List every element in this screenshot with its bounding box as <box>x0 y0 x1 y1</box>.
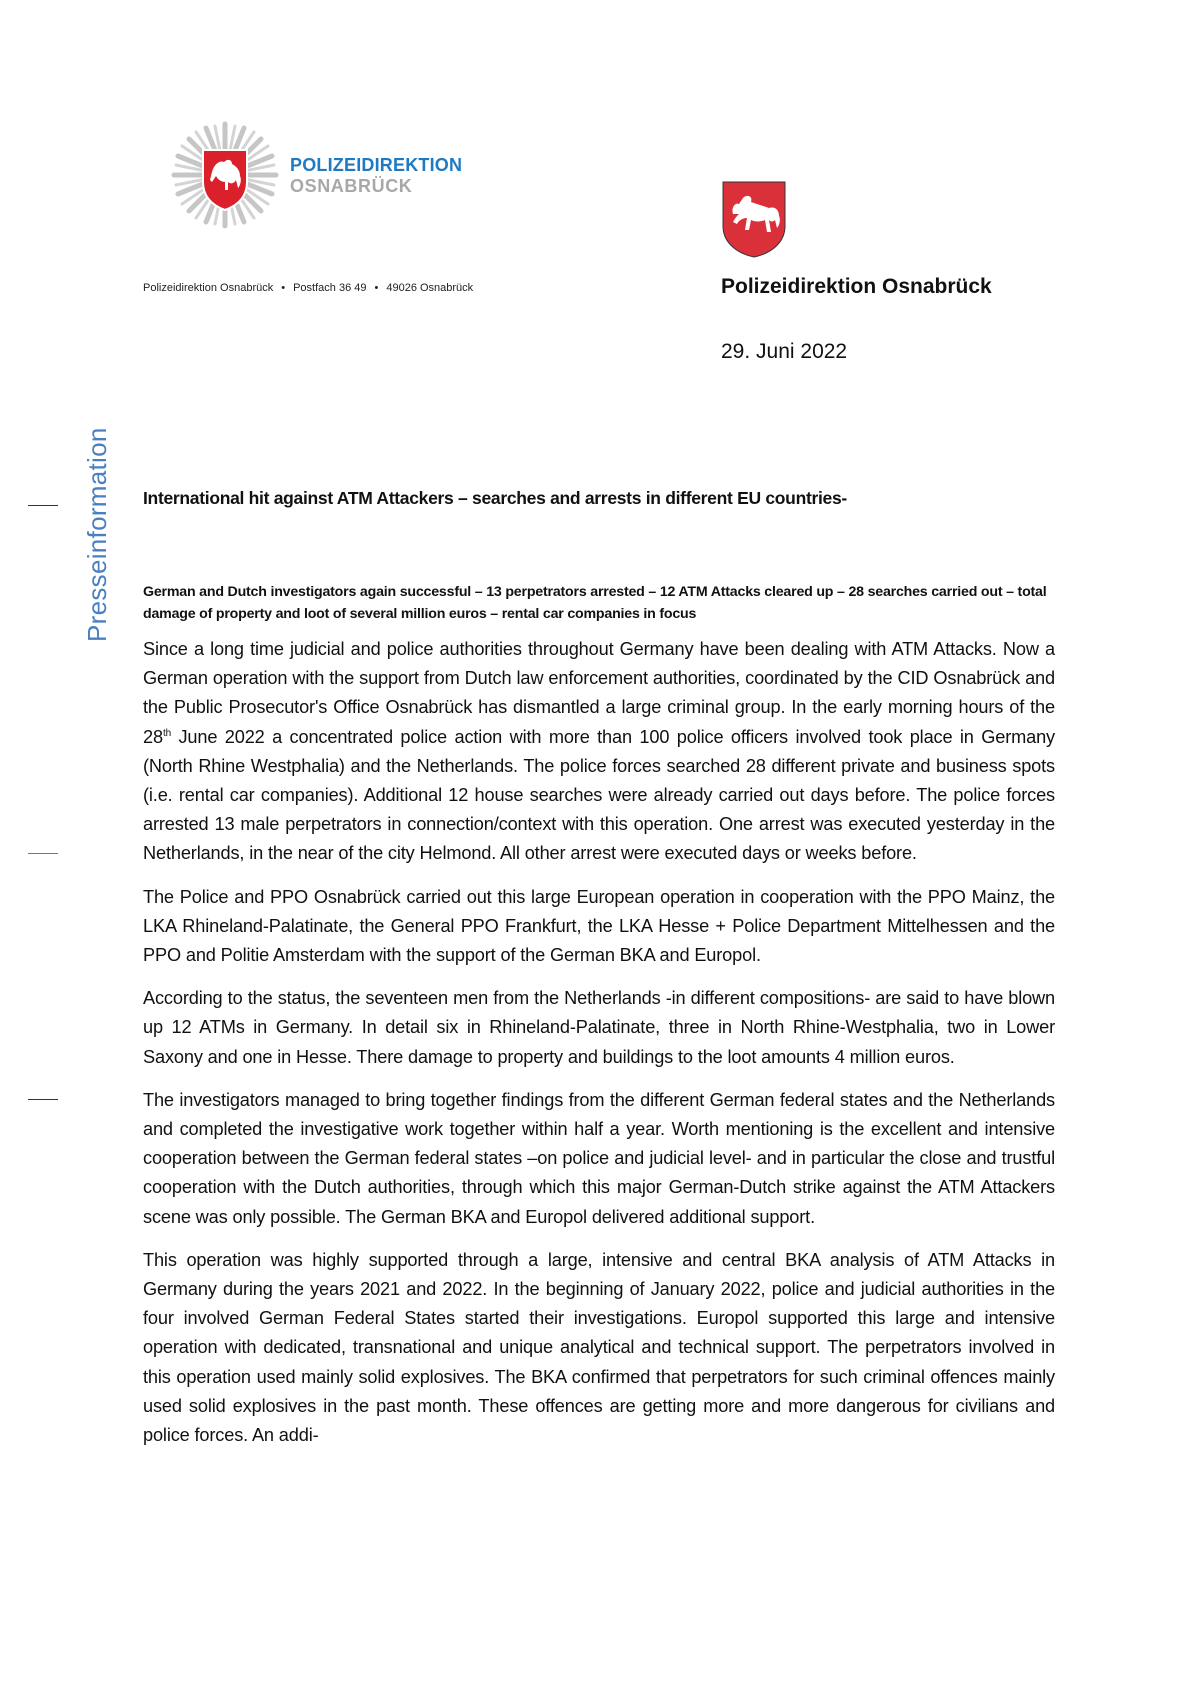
article-paragraph: The Police and PPO Osnabrück carried out this large European operation in cooperation with the PPO Mainz, the LKA Rhineland-Palatinate, the General PPO Frankfurt, the LKA Hesse + Police Department Mittelhessen and the PPO and Politie Amsterdam with the support of the German BKA and Europol. <box>143 886 1055 966</box>
article-paragraph <box>143 635 1055 869</box>
sender-postbox: Postfach 36 49 <box>293 282 367 294</box>
fold-mark <box>28 1099 58 1100</box>
article-paragraph: This operation was highly supported through a large, intensive and central BKA analysis of ATM Attacks in Germany during the years 2021 and 2022. In the beginning of January 2022, police and judicial authorities in the four involved German Federal States started their investigations. Europol supported this large and intensive operation with dedicated, transnational and unique analytical and technical support. The perpetrators involved in this operation used mainly solid explosives. The BKA confirmed that perpetrators for such criminal offences mainly used solid explosives in the past month. These offences are getting more and more dangerous for civilians and police forces. An addi- <box>143 1249 1055 1446</box>
police-star-badge-icon <box>170 120 280 230</box>
ordinal-suffix: th <box>162 727 171 739</box>
sender-postal: 49026 Osnabrück <box>386 282 474 294</box>
separator-dot: • <box>374 282 379 294</box>
paragraph-text: June 2022 a concentrated police action with more than 100 police officers involved took place in Germany (North Rhine Westphalia) and the Netherlands. The police forces searched 28 different private and business spots (i.e. rental car companies). Additional 12 house searches were already carried out days before. The police forces arrested 13 male perpetrators in connection/context with this operation. One arrest was executed yesterday in the Netherlands, in the near of the city Helmond. All other arrest were executed days or weeks before. <box>143 726 1055 864</box>
article-paragraph: According to the status, the seventeen men from the Netherlands -in different compositions- are said to have blown up 12 ATMs in Germany. In detail six in Rhineland-Palatinate, three in North Rhine-Westphalia, two in Lower Saxony and one in Hesse. There damage to property and buildings to the loot amounts 4 million euros. <box>143 988 1055 1067</box>
side-label-presseinformation: Presseinformation <box>82 427 112 642</box>
logo-wordmark <box>290 155 462 197</box>
fold-mark <box>28 505 58 506</box>
press-release-date: 29. Juni 2022 <box>721 340 848 363</box>
article-title: International hit against ATM Attackers – searches and arrests in different EU countries- <box>143 488 847 508</box>
logo-line-polizeidirektion: POLIZEIDIREKTION <box>290 155 463 175</box>
separator-dot: • <box>281 282 286 294</box>
organization-name: Polizeidirektion Osnabrück <box>721 275 992 298</box>
sender-address <box>143 282 473 294</box>
logo-line-osnabrueck: OSNABRÜCK <box>290 176 413 196</box>
article-subtitle: German and Dutch investigators again successful – 13 perpetrators arrested – 12 ATM Attacks cleared up – 28 searches carried out – total damage of property and loot of several million euros – rental car companies in focus <box>143 584 1047 622</box>
article-paragraph: The investigators managed to bring together findings from the different German federal states and the Netherlands and completed the investigative work together within half a year. Worth mentioning is the excellent and intensive cooperation between the German federal states –on police and judicial level- and in particular the close and trustful cooperation with the Dutch authorities, through which this major German-Dutch strike against the ATM Attackers scene was only possible. The German BKA and Europol delivered additional support. <box>143 1089 1055 1227</box>
lower-saxony-horse-crest-icon <box>721 180 787 258</box>
sender-name: Polizeidirektion Osnabrück <box>143 282 274 294</box>
paragraph-text: Since a long time judicial and police authorities throughout Germany have been dealing with ATM Attacks. Now a German operation with the support from Dutch law enforcement authorities, coordinated by the CID Osnabrück and the Public Prosecutor's Office Osnabrück has dismantled a large criminal group. In the early morning hours of the 28 <box>143 639 1055 747</box>
punch-mark <box>28 853 58 854</box>
article <box>143 488 1055 1450</box>
